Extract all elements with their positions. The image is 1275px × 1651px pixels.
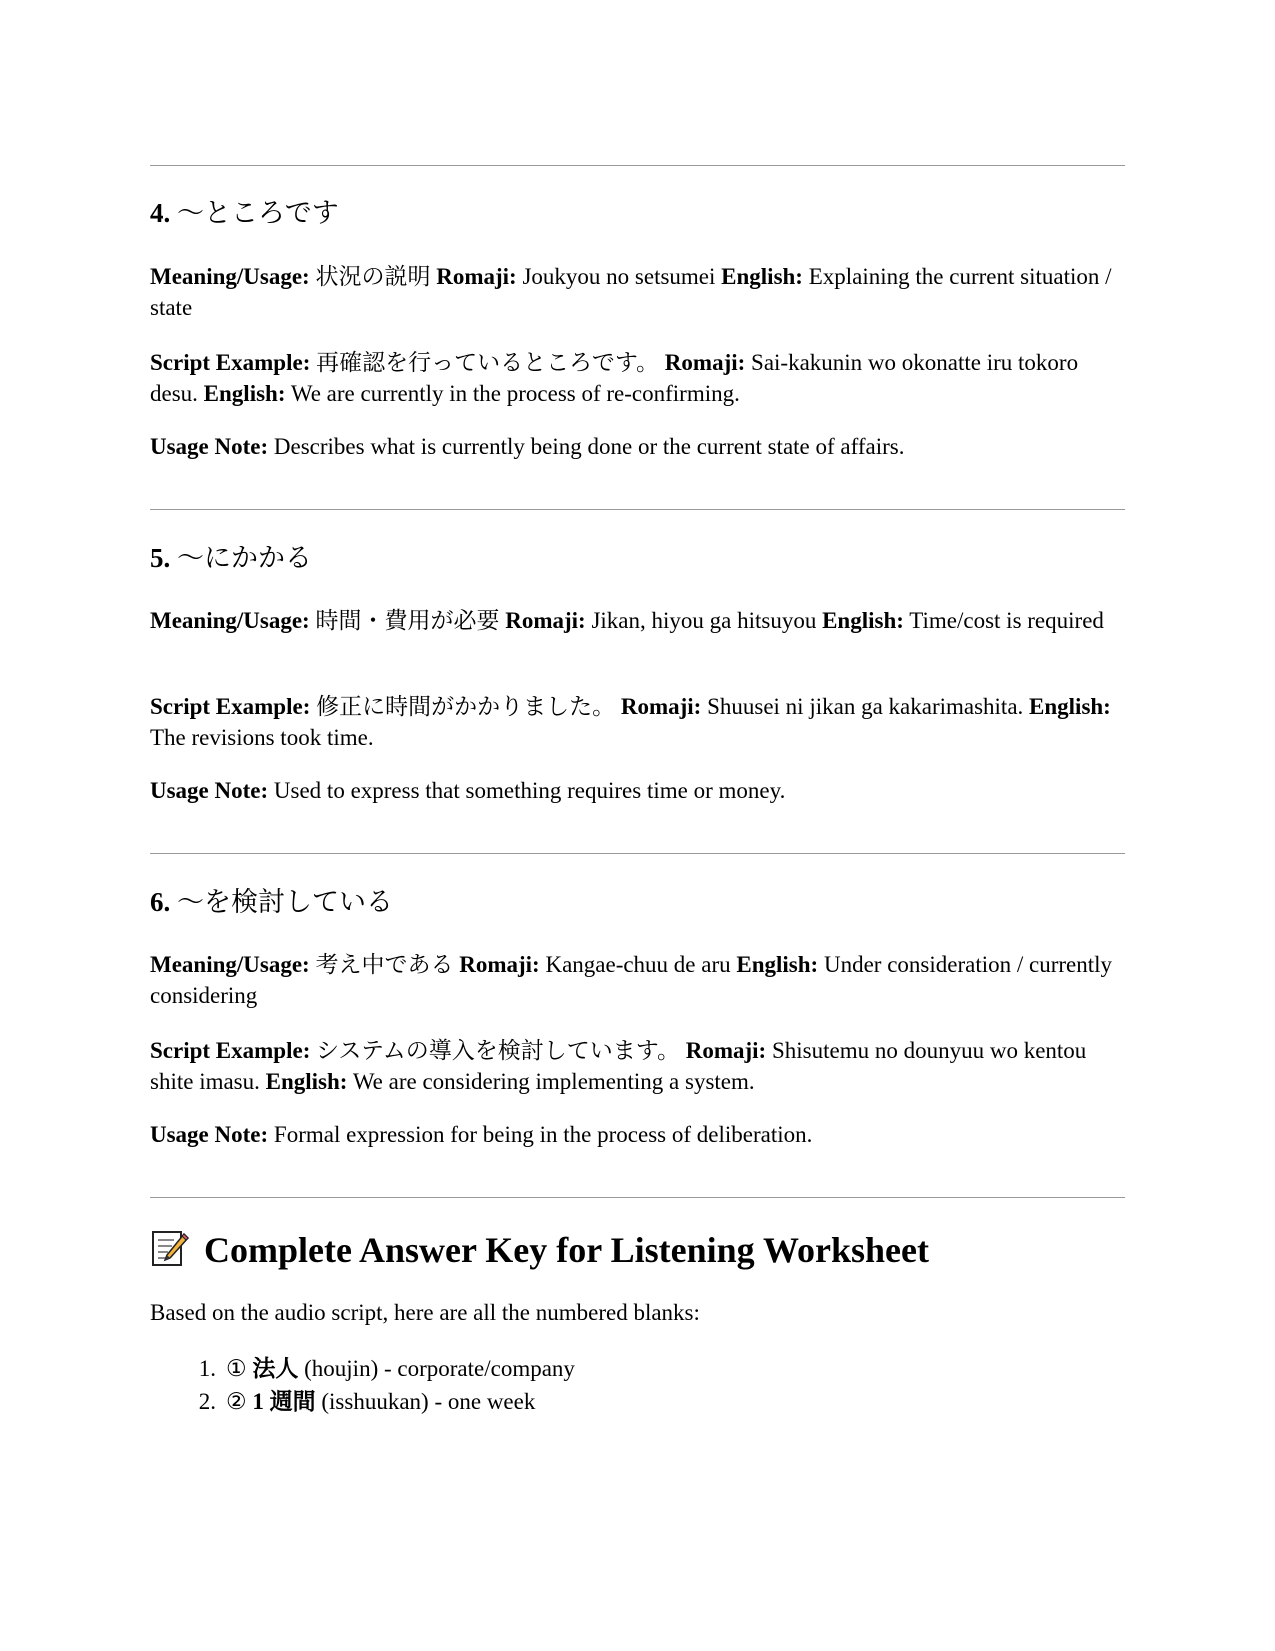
meaning-english: Under consideration / currently considering: [150, 952, 1113, 1008]
usage-note-text: Formal expression for being in the process of deliberation.: [273, 1122, 813, 1147]
example-jp: 修正に時間がかかりました。: [316, 694, 616, 719]
list-item: [150, 1385, 1125, 1418]
english-label: English:: [736, 952, 819, 977]
divider: [150, 509, 1125, 510]
english-label: English:: [203, 381, 286, 406]
memo-icon: [150, 1228, 190, 1278]
answer-key-intro: [150, 1297, 1125, 1328]
meaning-jp: 状況の説明: [315, 264, 431, 289]
section-heading: [150, 885, 393, 919]
example-paragraph: [150, 1035, 1125, 1097]
example-jp: 再確認を行っているところです。: [316, 350, 660, 375]
romaji-label: Romaji:: [664, 350, 746, 375]
meaning-label: Meaning/Usage:: [150, 952, 310, 977]
meaning-label: Meaning/Usage:: [150, 608, 310, 633]
section-number: 4.: [150, 198, 171, 228]
english-label: English:: [265, 1069, 348, 1094]
section-heading: [150, 541, 312, 575]
english-label: English:: [721, 264, 803, 289]
section-heading: [150, 196, 339, 230]
usage-note-label: Usage Note:: [150, 1122, 269, 1147]
example-romaji: Shuusei ni jikan ga kakarimashita.: [707, 694, 1024, 719]
section-number: 6.: [150, 887, 171, 917]
answer-term: 1 週間: [252, 1389, 316, 1414]
blank-marker: ①: [226, 1356, 247, 1381]
answer-list: [150, 1352, 1125, 1418]
meaning-romaji: Joukyou no setsumei: [522, 264, 716, 289]
section-title: 〜ところです: [177, 198, 339, 228]
divider: [150, 1197, 1125, 1198]
example-english: We are considering implementing a system.: [352, 1069, 755, 1094]
list-index: 2.: [198, 1389, 216, 1414]
usage-note-label: Usage Note:: [150, 434, 269, 459]
example-jp: システムの導入を検討しています。: [316, 1038, 680, 1063]
example-romaji: Sai-kakunin wo okonatte iru tokoro desu.: [150, 350, 1079, 406]
list-index: 1.: [198, 1356, 216, 1381]
meaning-english: Explaining the current situation / state: [150, 264, 1112, 320]
meaning-jp: 時間・費用が必要: [315, 608, 500, 633]
divider: [150, 853, 1125, 854]
answer-key-title: Complete Answer Key for Listening Worksheet: [204, 1230, 929, 1270]
romaji-label: Romaji:: [436, 264, 517, 289]
answer-term: 法人: [252, 1356, 299, 1381]
answer-key-intro-text: Based on the audio script, here are all the numbered blanks:: [150, 1300, 700, 1325]
meaning-label: Meaning/Usage:: [150, 264, 310, 289]
english-label: English:: [1029, 694, 1111, 719]
section-title: 〜を検討している: [177, 887, 393, 917]
english-label: English:: [822, 608, 904, 633]
romaji-label: Romaji:: [620, 694, 702, 719]
romaji-label: Romaji:: [685, 1038, 767, 1063]
example-paragraph: [150, 691, 1125, 753]
meaning-paragraph: [150, 261, 1125, 323]
romaji-label: Romaji:: [459, 952, 540, 977]
usage-note-paragraph: [150, 775, 1125, 806]
example-english: The revisions took time.: [150, 725, 374, 750]
divider: [150, 165, 1125, 166]
answer-meaning: - corporate/company: [383, 1356, 575, 1381]
usage-note-paragraph: [150, 431, 1125, 462]
example-english: We are currently in the process of re-confirming.: [290, 381, 740, 406]
answer-reading: (isshuukan): [321, 1389, 429, 1414]
answer-reading: (houjin): [304, 1356, 379, 1381]
answer-meaning: - one week: [434, 1389, 536, 1414]
usage-note-label: Usage Note:: [150, 778, 269, 803]
example-label: Script Example:: [150, 350, 311, 375]
meaning-romaji: Jikan, hiyou ga hitsuyou: [591, 608, 817, 633]
usage-note-paragraph: [150, 1119, 1125, 1150]
example-romaji: Shisutemu no dounyuu wo kentou shite imasu.: [150, 1038, 1087, 1094]
section-number: 5.: [150, 543, 171, 573]
meaning-paragraph: [150, 949, 1125, 1011]
blank-marker: ②: [226, 1389, 247, 1414]
answer-key-heading: [150, 1228, 929, 1278]
meaning-paragraph: [150, 605, 1125, 636]
example-paragraph: [150, 347, 1125, 409]
meaning-romaji: Kangae-chuu de aru: [545, 952, 731, 977]
example-label: Script Example:: [150, 694, 311, 719]
meaning-english: Time/cost is required: [909, 608, 1104, 633]
usage-note-text: Used to express that something requires time or money.: [273, 778, 786, 803]
meaning-jp: 考え中である: [315, 952, 454, 977]
example-label: Script Example:: [150, 1038, 311, 1063]
section-title: 〜にかかる: [177, 543, 312, 573]
list-item: [150, 1352, 1125, 1385]
romaji-label: Romaji:: [505, 608, 586, 633]
usage-note-text: Describes what is currently being done or the current state of affairs.: [273, 434, 905, 459]
